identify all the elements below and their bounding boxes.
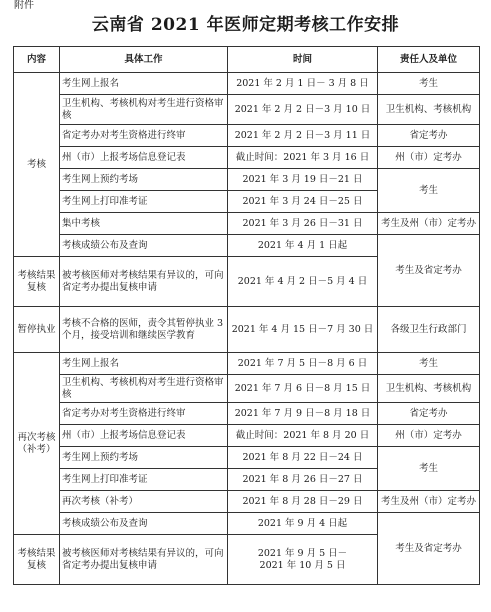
work-cell: 考生网上打印准考证	[60, 469, 228, 491]
attachment-label: 附件	[14, 0, 34, 11]
time-cell: 2021 年 8 月 22 日－24 日	[228, 447, 378, 469]
table-row	[14, 147, 480, 169]
page-title: 云南省 2021 年医师定期考核工作安排	[91, 15, 400, 35]
table-row	[14, 125, 480, 147]
time-cell: 2021 年 9 月 5 日－ 2021 年 10 月 5 日	[228, 535, 378, 585]
category-cell: 再次考核（补考）	[14, 353, 60, 535]
time-cell: 2021 年 2 月 1 日－ 3 月 8 日	[228, 73, 378, 95]
work-cell: 考生网上预约考场	[60, 169, 228, 191]
table-row	[14, 375, 480, 403]
time-cell: 2021 年 9 月 4 日起	[228, 513, 378, 535]
time-cell: 2021 年 3 月 26 日－31 日	[228, 213, 378, 235]
time-cell: 2021 年 7 月 9 日－8 月 18 日	[228, 403, 378, 425]
header-responsible: 责任人及单位	[378, 47, 480, 73]
responsible-cell: 省定考办	[378, 403, 480, 425]
schedule-table	[13, 46, 480, 585]
work-cell: 考生网上报名	[60, 353, 228, 375]
time-cell: 2021 年 7 月 6 日－8 月 15 日	[228, 375, 378, 403]
responsible-cell: 卫生机构、考核机构	[378, 375, 480, 403]
work-cell: 州（市）上报考场信息登记表	[60, 147, 228, 169]
responsible-cell: 各级卫生行政部门	[378, 307, 480, 353]
time-cell: 2021 年 2 月 2 日－3 月 10 日	[228, 95, 378, 125]
work-cell: 被考核医师对考核结果有异议的，可向省定考办提出复核申请	[60, 257, 228, 307]
responsible-cell: 州（市）定考办	[378, 425, 480, 447]
category-cell: 考核结果复核	[14, 257, 60, 307]
header-time: 时间	[228, 47, 378, 73]
work-cell: 考生网上预约考场	[60, 447, 228, 469]
responsible-cell: 考生	[378, 353, 480, 375]
work-cell: 卫生机构、考核机构对考生进行资格审核	[60, 95, 228, 125]
table-row	[14, 425, 480, 447]
header-work: 具体工作	[60, 47, 228, 73]
work-cell: 考生网上报名	[60, 73, 228, 95]
time-cell: 2021 年 3 月 24 日－25 日	[228, 191, 378, 213]
work-cell: 考生网上打印准考证	[60, 191, 228, 213]
time-cell: 截止时间：2021 年 8 月 20 日	[228, 425, 378, 447]
responsible-cell: 考生及省定考办	[378, 513, 480, 585]
work-cell: 考核成绩公布及查询	[60, 513, 228, 535]
table-row	[14, 513, 480, 535]
time-cell: 2021 年 4 月 1 日起	[228, 235, 378, 257]
time-cell: 2021 年 7 月 5 日－8 月 6 日	[228, 353, 378, 375]
time-cell: 2021 年 2 月 2 日－3 月 11 日	[228, 125, 378, 147]
table-row	[14, 169, 480, 191]
table-row	[14, 491, 480, 513]
table-header-row	[14, 47, 480, 73]
responsible-cell: 省定考办	[378, 125, 480, 147]
work-cell: 被考核医师对考核结果有异议的，可向省定考办提出复核申请	[60, 535, 228, 585]
table-row	[14, 95, 480, 125]
table-row	[14, 447, 480, 469]
work-cell: 考核不合格的医师，责令其暂停执业 3 个月，接受培训和继续医学教育	[60, 307, 228, 353]
category-cell: 考核	[14, 73, 60, 257]
header-category: 内容	[14, 47, 60, 73]
responsible-cell: 考生及州（市）定考办	[378, 213, 480, 235]
time-cell: 2021 年 8 月 26 日－27 日	[228, 469, 378, 491]
responsible-cell: 州（市）定考办	[378, 147, 480, 169]
responsible-cell: 考生及州（市）定考办	[378, 491, 480, 513]
responsible-cell: 考生	[378, 169, 480, 213]
work-cell: 州（市）上报考场信息登记表	[60, 425, 228, 447]
work-cell: 集中考核	[60, 213, 228, 235]
responsible-cell: 考生	[378, 73, 480, 95]
time-cell: 2021 年 8 月 28 日－29 日	[228, 491, 378, 513]
responsible-cell: 考生	[378, 447, 480, 491]
responsible-cell: 卫生机构、考核机构	[378, 95, 480, 125]
work-cell: 再次考核（补考）	[60, 491, 228, 513]
table-row	[14, 73, 480, 95]
responsible-cell: 考生及省定考办	[378, 235, 480, 307]
table-row	[14, 213, 480, 235]
time-cell: 2021 年 4 月 2 日－5 月 4 日	[228, 257, 378, 307]
category-cell: 考核结果复核	[14, 535, 60, 585]
category-cell: 暂停执业	[14, 307, 60, 353]
work-cell: 卫生机构、考核机构对考生进行资格审核	[60, 375, 228, 403]
time-cell: 截止时间：2021 年 3 月 16 日	[228, 147, 378, 169]
table-row	[14, 235, 480, 257]
work-cell: 考核成绩公布及查询	[60, 235, 228, 257]
work-cell: 省定考办对考生资格进行终审	[60, 125, 228, 147]
time-cell: 2021 年 3 月 19 日－21 日	[228, 169, 378, 191]
table-row	[14, 403, 480, 425]
table-row	[14, 353, 480, 375]
time-cell: 2021 年 4 月 15 日－7 月 30 日	[228, 307, 378, 353]
work-cell: 省定考办对考生资格进行终审	[60, 403, 228, 425]
table-row	[14, 307, 480, 353]
